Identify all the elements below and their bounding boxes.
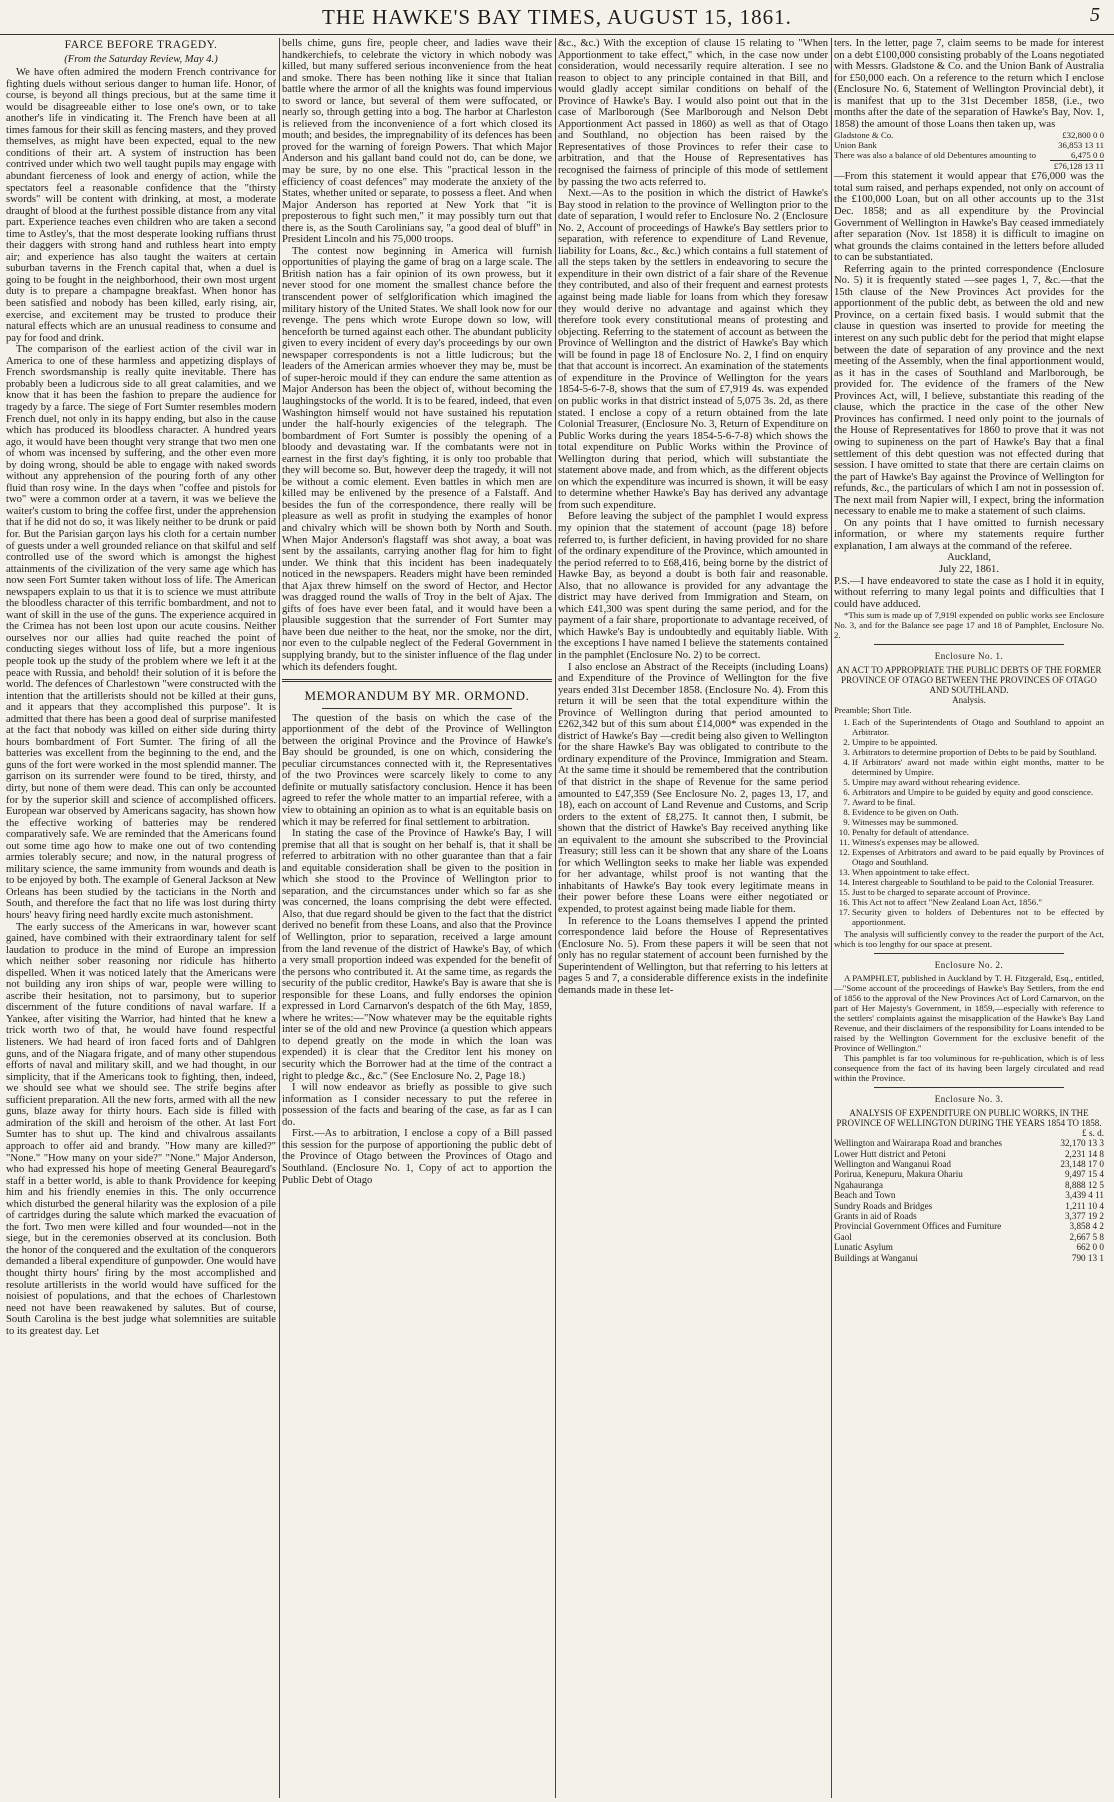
table-row	[834, 1138, 1104, 1148]
column-2	[282, 38, 552, 1798]
list-item: 12. Expenses of Arbitrators and award to be paid equally by Provinces of Otago and Southland.	[852, 847, 1104, 867]
enclosure-label: Enclosure No. 1.	[934, 651, 1004, 662]
dateline-place: Auckland,	[947, 552, 991, 564]
column-rule	[831, 38, 832, 1798]
article-source: (From the Saturday Review, May 4.)	[64, 53, 218, 65]
column-rule	[279, 38, 280, 1798]
table-cell: Grants in aid of Roads	[834, 1211, 917, 1222]
table-row	[834, 1201, 1104, 1211]
table-cell: Wellington and Wanganui Road	[834, 1159, 951, 1170]
column-4	[834, 38, 1104, 1798]
table-cell: 3,858 4 2	[1069, 1221, 1104, 1232]
table-cell: 3,377 19 2	[1064, 1211, 1104, 1222]
footnote: *This sum is made up of 7,919l expended on public works see Enclosure No. 3, and for the Balance see page 17 and 18 of Pamphlet, Enclosure No. 2.	[834, 610, 1104, 641]
paragraph: Next.—As to the position in which the district of Hawke's Bay stood in relation to the province of Wellington prior to the date of separation, I would refer to Enclosure No. 2 (Enclosure No. 2, Account of proceedings of Hawke's Bay settlers prior to separation, with reference to expenditure of Land Revenue, liability for Loans, &c., &c.) which contains a full statement of all the steps taken by the settlers in endeavoring to secure the expenditure in their own district of a fair share of the Revenue they contributed, and also of their frequent and earnest protests against being made liable for loans from which they foresaw they would derive no advantage and against which they therefore took every constitutional means of protesting and objecting. Referring to the statement of account as between the Province of Wellington and the district of Hawke's Bay which will be found in page 18 of Enclosure No. 2, I find on enquiry that that account is incorrect. An examination of the statements of expenditure in the Province of Wellington for the years 1854-5-6-7-8, shows that the sum of £7,919 4s. was expended on public works in that district instead of 5,075 3s. 2d, as there stated. I enclose a copy of a return obtained from the late Colonial Treasurer, (Enclosure No. 3, Return of Expenditure on Public Works during the years 1854-5-6-7-8) which shows the total expenditure on Public Works within the Province of Wellington during that period, which will substantiate the statement above made, and from which, as the different objects on which the expenditure was incurred is shown, it will be easy to determine whether Hawke's Bay has derived any advantage from such expenditure.	[558, 188, 828, 511]
table-cell: 9,497 15 4	[1064, 1169, 1104, 1180]
table-row	[834, 130, 1104, 140]
table-row	[834, 1253, 1104, 1263]
section-rule	[874, 1087, 1064, 1088]
list-item: 2. Umpire to be appointed.	[852, 737, 1104, 747]
table-cell: 32,170 13 3	[1060, 1138, 1104, 1149]
section-rule	[874, 953, 1064, 954]
table-cell: 2,667 5 8	[1069, 1231, 1104, 1242]
enclosure-title: ANALYSIS OF EXPENDITURE ON PUBLIC WORKS, IN THE PROVINCE OF WELLINGTON DURING THE YEARS 1854 TO 1858.	[836, 1107, 1102, 1128]
table-cell: 36,853 13 11	[1058, 140, 1104, 151]
paragraph: The contest now beginning in America will furnish opportunities of playing the game of brag on a large scale. The British nation has a fair opinion of its own prowess, but it never stood for one moment the smallest chance before the transcendent power of selfglorification which imagined the military history of the United States. We shall look now for our revenge. The pens which wrote Europe down so low, will henceforth be turned against each other. The abundant publicity given to every incident of every day's proceedings by our own newspaper correspondents is not a little ludicrous; but the leaders of the American armies whoever they may be, must be of super-heroic mould if they can endure the same attention as Major Anderson has been the object of, without becoming the laughingstocks of the world. It is to be feared, indeed, that even Washington himself would not have sustained his reputation under the half-hourly exigencies of the telegraph. The bombardment of Fort Sumter is possibly the opening of a bloody and devastating war. If the combatants were not in earnest in the first day's fighting, it is only too probable that they will become so. But, however deep the tragedy, it will not be without a comic element. Even battles in which men are killed may be enlivened by the presence of a Falstaff. And besides the fun of the correspondence, there really will be pleasure as well as profit in studying the examples of honor and chivalry which will be shown both by North and South. When Major Anderson's flagstaff was shot away, a boat was sent by the assailants, carrying another flag for him to fight under. We think that this incident has been inadequately noticed in the newspapers. Readers might have been reminded that Ajax threw himself on the sword of Hector, and Hector was dragged round the walls of Troy in the belt of Ajax. The gifts of foes have ever been fatal, and it would have been a plausible suggestion that the surrender of Fort Sumter may have been due neither to the heat, nor the smoke, nor the dirt, nor even to the culpable neglect of the Federal Government in supplying brandy, but to the sinister influence of the flag under which its defenders fought.	[282, 245, 552, 673]
table-row	[834, 1180, 1104, 1190]
table-row	[834, 140, 1104, 150]
table-cell: Beach and Town	[834, 1190, 896, 1201]
column-1	[6, 38, 276, 1798]
list-item: 9. Witnesses may be summoned.	[852, 817, 1104, 827]
paragraph: Referring again to the printed correspondence (Enclosure No. 5) it is frequently stated —see pages 1, 7, &c.—that the 15th clause of the New Provinces Act provides for the apportionment of the public debt, as between the old and new Province, on a certain fixed basis. I would submit that the clause in question was inserted to provide for meeting the interest on any such public debt for the period that might elapse between the date of separation of any province and the next meeting of the Assembly, when the final apportionment would, as it has in the cases of Southland and Marlborough, be provided for. The evidence of the framers of the New Provinces Act, will, I believe, substantiate this reading of the clause, which the practice in the case of the other New Provinces has confirmed. I need only point to the journals of the House of Representatives for 1860 to prove that it was not owing to supineness on the part of Hawke's Bay that a final settlement of this debt question was not effected during that session. I have omitted to state that there are certain claims on the part of Hawke's Bay against the Province of Wellington for refunds, &c., the particulars of which I am not in possession of. The next mail from Napier will, I expect, bring the information necessary to enable me to make a statement of such claims.	[834, 263, 1104, 518]
table-cell: Sundry Roads and Bridges	[834, 1200, 933, 1211]
table-row	[834, 1211, 1104, 1221]
enclosure-note: This pamphlet is far too voluminous for re-publication, which is of less consequence from the fact of its having been largely circulated and read within the Province.	[834, 1053, 1104, 1084]
newspaper-title: THE HAWKE'S BAY TIMES, AUGUST 15, 1861.	[322, 4, 792, 29]
table-cell: There was also a balance of old Debentures amounting to	[834, 150, 1037, 161]
article-heading: FARCE BEFORE TRAGEDY.	[64, 39, 218, 51]
table-cell: 8,888 12 5	[1064, 1179, 1104, 1190]
list-item: 17. Security given to holders of Debentures not to be effected by apportionment.	[852, 907, 1104, 927]
paragraph: —From this statement it would appear that £76,000 was the total sum raised, and perhaps expended, not only on account of the £100,000 Loan, but on all other accounts up to the 31st Dec. 1858; and as all expenditure by the Provincial Government of Wellington in Hawke's Bay ceased immediately after separation (Nov. 1st 1858) it is difficult to imagine on what grounds the claims contained in the letters before alluded to can be substantiated.	[834, 171, 1104, 264]
article-divider	[282, 679, 552, 682]
list-item: 1. Each of the Superintendents of Otago and Southland to appoint an Arbitrator.	[852, 717, 1104, 737]
paragraph: ters. In the letter, page 7, claim seems to be made for interest on a debt £100,000 consisting probably of the Loans negotiated with Messrs. Gladstone & Co. and the Union Bank of Australia for £50,000 each. On a reference to the return which I enclose (Enclosure No. 6, Statement of Wellington Provincial debt), it is manifest that up to the 31st December 1858, (i.e., two months after the date of the separation of Hawke's Bay, Nov. 1, 1858) the amount of those Loans then taken up, was	[834, 38, 1104, 130]
table-cell: Provincial Government Offices and Furniture	[834, 1221, 1002, 1232]
table-cell: 1,211 10 4	[1065, 1200, 1104, 1211]
enclosure-items	[834, 717, 1104, 927]
list-item: 6. Arbitrators and Umpire to be guided by equity and good conscience.	[852, 787, 1104, 797]
table-row	[834, 1159, 1104, 1169]
enclosure-text: A PAMPHLET, published in Auckland by T. H. Fitzgerald, Esq., entitled,—"Some account of the proceedings of Hawke's Bay Settlers, from the end of 1856 to the approval of the New Provinces Act of Lord Carnarvon, on the part of Her Majesty's Government, in 1859,—especially with reference to the settlers' complaints against the misapplication of the Hawke's Bay Land Revenue, and their disclaimers of the responsibility for Loans intended to be raised by the Wellington Government for the exclusive benefit of the Province of Wellington."	[834, 973, 1104, 1054]
paragraph: The comparison of the earliest action of the civil war in America to one of these harmless and appetizing displays of French swordsmanship is really quite inevitable. There has probably been a ludicrous side to all great calamities, and we know that it has been the fashion to prepare the audience for tragedy by a farce. The siege of Fort Sumter resembles modern French duel, not only in its happy ending, but also in the cause which has produced its bloodless character. A hundred years ago, it would have been thought very strange that two men one of whom was incensed by suffering, and the other even more by doing wrong, should be able to engage with naked swords without any apprehension of the pouring forth of any other fluid than rosy wine. In the days when "coffee and pistols for two" were a common order at a tavern, it was we believe the waiter's custom to bring the coffee first, under the apprehension that if he did not do so, it was likely neither to be drunk or paid for. But the Parisian garçon lays his cloth for a certain number of guests under a well grounded reliance on that skilful and self controlled use of the sword which is amongst the highest attainments of the civilization of the very same age which has now seen Fort Sumter taken without loss of life. The American newspapers explain to us that it is to science we must attribute the bloodless character of this terrific bombardment, and not to want of skill in the use of the guns. The experience acquired in the Crimea has not been lost upon our acute cousins. Neither ourselves nor our allies had quite reached the point of conducting sieges without loss of life, but a more ingenious people took up the study of the problem where we left it at the peace with Russia, and behold! their solution of it is before the world. The defences of Charlestown "were constructed with the intention that the artillerists should not be killed at their guns, and it appears that they accomplished this purpose". It is admitted that there has been a good deal of surprise manifested at the fact that nobody was killed on either side during thirty hours bombardment of Fort Sumter. The firing of all the batteries was excellent from the beginning to the end, and the guns of the fort were worked in the most splendid manner. The garrison on its surrender were found to be tired, thirsty, and dirty, but none of them were dead. This can only be accounted for by the superior skill and science of accomplished officers. European war observed by Americans sagacity, has shown how the effective working of batteries may be rendered comparatively safe. We are reminded that the Americans found out some time ago how to make one out of two contending armies tolerably secure; and now, in the natural progress of military science, the same immunity from wounds and death is to be enjoyed by both. The example of General Jackson at New Orleans has been studied by the tacticians in the North and South, and therefore the fact that no life was lost during thirty hours' heavy firing need hardly excite much astonishment.	[6, 344, 276, 922]
table-row	[834, 1221, 1104, 1231]
list-item: 3. Arbitrators to determine proportion of Debts to be paid by Southland.	[852, 747, 1104, 757]
paragraph: I will now endeavor as briefly as possible to give such information as I consider necessary to put the referee in possession of the facts and bearing of the case, as far as I can do.	[282, 1082, 552, 1128]
table-cell: Gaol	[834, 1231, 852, 1242]
paragraph: I also enclose an Abstract of the Receipts (including Loans) and Expenditure of the Province of Wellington for the five years ended 31st December 1858. (Enclosure No. 4). From this return it will be seen that the total expenditure within the Province of Wellington during that period amounted to £262,342 but of this sum about £14,000* was expended in the district of Hawke's Bay —credit being also given to Wellington for the share Hawke's Bay was obligated to contribute to the ordinary expenditure of the Province, Immigration and Steam. At the same time it should be remembered that the contribution of that district in the shape of Revenue for the same period amounted to £47,359 (See Enclosure No. 2, pages 13, 17, and 18), each on account of Land Revenue and Customs, and Scrip orders to the extent of £8,275. It cannot then, I submit, be shown that the district of Hawke's Bay received anything like an equivalent to the amount she subscribed to the Provincial Treasury; still less can it be shown that any share of the Loans for which Wellington seeks to make her liable was expended for her advantage, whilst proof is not wanting that the inhabitants of Hawke's Bay took every legitimate means in their power before these Loans were either negotiated or expended, to protest against being made liable for them.	[558, 661, 828, 916]
table-row	[834, 1169, 1104, 1179]
enclosure-title: AN ACT TO APPROPRIATE THE PUBLIC DEBTS OF THE FORMER PROVINCE OF OTAGO BETWEEN THE PROVINCES OF OTAGO AND SOUTHLAND.	[836, 664, 1102, 695]
page-number: 5	[1090, 4, 1100, 26]
table-cell: £32,800 0 0	[1062, 130, 1104, 141]
masthead	[0, 0, 1114, 35]
list-item: 14. Interest chargeable to Southland to be paid to the Colonial Treasurer.	[852, 877, 1104, 887]
enclosure-note: The analysis will sufficiently convey to the reader the purport of the Act, which is too lengthy for our space at present.	[834, 928, 1104, 949]
table-cell: 790 13 1	[1071, 1252, 1104, 1263]
table-row	[834, 1190, 1104, 1200]
paragraph: First.—As to arbitration, I enclose a copy of a Bill passed this session for the purpose of apportioning the public debt of the Province of Otago between the Provinces of Otago and Southland. (Enclosure No. 1, Copy of act to apportion the Public Debt of Otago	[282, 1128, 552, 1186]
table-cell: Ngahauranga	[834, 1179, 883, 1190]
list-item: 13. When appointment to take effect.	[852, 867, 1104, 877]
table-cell: Gladstone & Co.	[834, 130, 894, 141]
list-item: 5. Umpire may award without rehearing evidence.	[852, 777, 1104, 787]
list-item: 8. Evidence to be given on Oath.	[852, 807, 1104, 817]
paragraph: On any points that I have omitted to furnish necessary information, or where my statements require further explanation, I am always at the command of the referee.	[834, 517, 1104, 552]
table-header: £ s. d.	[1082, 1127, 1104, 1138]
paragraph: bells chime, guns fire, people cheer, and ladies wave their handkerchiefs, to celebrate the victory in which nobody was killed, but many suffered serious inconvenience from the heat and smoke. There has been nothing like it since that Italian battle where the armor of all the knights was found impervious to sword or lance, but several of them were suffocated, or nearly so, through getting into a bog. The harbor at Charleston is relieved from the inconvenience of a fort which closed its mouth; and besides, the impregnability of its defences has been proved for the warning of foreign Powers. That which Major Anderson and his gallant band could not do, can be done, we may be sure, by no one else. This "practical lesson in the efficiency of coast defences" may moderate the anxiety of the States, whether united or separate, to possess a fleet. And when Major Anderson has reported at New York that "it is preposterous to fight such men," it may possibly turn out that there is, as the South Carolinians say, "a good deal of bluff" in President Lincoln and his 75,000 troops.	[282, 38, 552, 246]
list-item: 11. Witness's expenses may be allowed.	[852, 837, 1104, 847]
table-cell: 662 0 0	[1076, 1242, 1104, 1253]
table-cell: 2,231 14 8	[1064, 1148, 1104, 1159]
table-cell: Lower Hutt district and Petoni	[834, 1148, 946, 1159]
heading-rule	[322, 708, 512, 709]
list-item: 7. Award to be final.	[852, 797, 1104, 807]
table-row	[834, 1242, 1104, 1252]
expenditure-table	[834, 1128, 1104, 1263]
enclosure-analysis-label: Analysis.	[952, 694, 986, 705]
loans-table	[834, 130, 1104, 171]
table-row	[834, 1149, 1104, 1159]
table-cell: Union Bank	[834, 140, 877, 151]
list-item: 4. If Arbitrators' award not made within eight months, matter to be determined by Umpire.	[852, 757, 1104, 777]
paragraph: Before leaving the subject of the pamphlet I would express my opinion that the statement of account (page 18) before referred to, is further deficient, in having provided for no share of the ordinary expenditure of the Province, which amounted in the period referred to to £68,416, being borne by the district of Hawke Bay, as beyond a doubt is both fair and reasonable. Also, that no allowance is provided for any advantage the district may have derived from Immigration and Steam, on which £41,300 was spent during the same period, and for the payment of a fair share, proportionate to advantage received, of which Hawke's Bay is undoubtedly and equitably liable. With the exceptions I have named I believe the statements contained in the pamphlet (Enclosure No. 2) to be correct.	[558, 511, 828, 661]
columns	[6, 38, 1106, 1798]
list-item: 15. Just to be charged to separate account of Province.	[852, 887, 1104, 897]
table-header-row	[834, 1128, 1104, 1138]
table-cell: 3,439 4 11	[1065, 1190, 1104, 1201]
paragraph: In stating the case of the Province of Hawke's Bay, I will premise that all that is sought on her behalf is, that it shall be referred to arbitration with no other guarantee than that a fair and equitable consideration shall be given to the position in which she stood to the Province of Wellington prior to separation, and the circumstances under which so far as she was concerned, the loans comprising the debt were effected. Also, that due regard should be given to the fact that the district derived no benefit from these Loans, and also that the Province of Wellington, prior to separation, received a large amount from the land revenue of the district of Hawke's Bay, of which a very small proportion indeed was expended for the benefit of the persons who contributed it. At the same time, as regards the security of the public creditor, Hawke's Bay is aware that she is responsible for these Loans, and fully endorses the opinion expressed in Lord Carnarvon's despatch of the 6th May, 1859, where he writes:—"Now whatever may be the equitable rights inter se of the old and new Province (a question which appears to depend greatly on the mode in which the loan was expended) it is clear that the Creditor lent his money on security which the Borrower had at the time of the contract a right to pledge &c., &c." (See Enclosure No. 2, Page 18.)	[282, 828, 552, 1082]
paragraph: The early success of the Americans in war, however scant gained, have combined with their extraordinary talent for self laudation to produce in the mind of Europe an impression which neither sober reasoning nor ridicule has hitherto dispelled. When it was noticed lately that the Americans were not building any iron ships of war, people were willing to ascribe their hesitation, not to parsimony, but to superior discernment of the future conditions of naval warfare. If a Yankee, after visiting the Warrior, had hinted that he knew a trick worth two of that, he would have found respectful listeners. We had heard of iron faced forts and of Dahlgren guns, and of the Niagara frigate, and of many other stupendous efforts of naval and military skill, and we had thought, in our simplicity, that if the Americans took to fighting, then, indeed, we should see what we should see. The strife begins after sufficient preparation. All the new forts, armed with all the new guns, blaze away for thirty hours. Each side is filled with admiration of the skill and heroism of the other. At last Fort Sumter has to shut up. The kind and chivalrous assailants approach to offer aid and brandy. "How many are killed?" "None." "How many on your side?" "None." Major Anderson, who had expressed his hope of meeting General Beauregard's staff in a better world, is able to thank Providence for keeping him and his friendly enemies in this. The only occurrence which disturbed the general hilarity was the explosion of a pile of cartridges during the salute which marked the evacuation of the fort. Two men were killed and four wounded—not in the siege, but in the ceremonies observed at its conclusion. Both the honor of the conquered and the exultation of the conquerors demanded a liberal expenditure of gunpowder. One would have thought thirty hours' firing by the most accomplished and resolute artillerists in the world would have sufficed for the noisiest of populations, and that the echoes of Charlestown need not have been reawakened by salutes. But of course, South Carolina is the best judge what solemnities are suitable to its greatest day. Let	[6, 921, 276, 1337]
paragraph: In reference to the Loans themselves I append the printed correspondence laid before the House of Representatives (Enclosure No. 5). From these papers it will be seen that not only has no regular statement of account been furnished by the Superintendent of Wellington, but that referring to his letters at pages 5 and 7, a considerable difference exists in the indefinite demands made in these let-	[558, 915, 828, 996]
column-3	[558, 38, 828, 1798]
enclosure-preamble: Preamble; Short Title.	[834, 704, 912, 715]
section-rule	[874, 644, 1064, 645]
dateline-date: July 22, 1861.	[938, 563, 1000, 575]
postscript: P.S.—I have endeavored to state the case as I hold it in equity, without referring to many legal points and difficulties that I could have adduced.	[834, 575, 1104, 610]
table-row	[834, 150, 1104, 161]
list-item: 10. Penalty for default of attendance.	[852, 827, 1104, 837]
paragraph: The question of the basis on which the case of the apportionment of the debt of the Province of Wellington between the original Province and the Province of Hawke's Bay should be grounded, is one on which, considering the peculiar circumstances connected with it, the Representatives of the two Provinces were scarcely likely to come to any definite or mutually satisfactory conclusion. Hence it has been agreed to refer the whole matter to an impartial referee, with a view to obtaining an opinion as to what is an equitable basis on which it may be referred for final settlement to arbitration.	[282, 712, 552, 828]
table-row	[834, 161, 1104, 172]
table-cell: Wellington and Wairarapa Road and branches	[834, 1138, 1003, 1149]
table-cell: 6,475 0 0	[1071, 150, 1104, 161]
loans-total: £76,128 13 11	[1050, 161, 1104, 172]
table-cell: Porirua, Kenepuru, Makura Ohariu	[834, 1169, 963, 1180]
enclosure-label: Enclosure No. 3.	[934, 1094, 1004, 1105]
table-cell: Buildings at Wanganui	[834, 1252, 918, 1263]
table-cell: Lunatic Asylum	[834, 1242, 893, 1253]
article-heading: MEMORANDUM BY MR. ORMOND.	[304, 688, 530, 704]
paragraph: &c., &c.) With the exception of clause 15 relating to "When Apportionment to take effect," which, in the case now under consideration, would necessarily require alteration. I see no reason to object to any principle contained in that Bill, and would gladly accept similar conditions on behalf of the Province of Hawke's Bay. I would also point out that in the case of Marlborough (See Marlborough and Nelson Debt Apportionment Act passed in 1860) as well as that of Otago and Southland, no objection has been raised by the Representatives of those Provinces to refer their case to arbitration, and that the House of Representatives has recognised the fairness of principle of this mode of settlement by passing the two acts referred to.	[558, 38, 828, 188]
list-item: 16. This Act not to affect "New Zealand Loan Act, 1856."	[852, 897, 1104, 907]
table-row	[834, 1232, 1104, 1242]
table-cell: 23,148 17 0	[1060, 1159, 1104, 1170]
enclosure-label: Enclosure No. 2.	[934, 959, 1004, 970]
column-rule	[555, 38, 556, 1798]
paragraph: We have often admired the modern French contrivance for fighting duels without serious danger to human life. Honor, of course, is beyond all things precious, but at the same time it would be disagreeable either to lose one's own, or to take another's life in vindicating it. The French have been at all times famous for their skill as fencing masters, and they proved themselves, as might have been expected, equal to the new conditions of their art. A system of instruction has been contrived under which two well taught pupils may engage with abundant fierceness of look and energy of action, while the spectators feel a reasonable confidence that the "thirsty swords" will be content with drinking, at most, a moderate draught of blood at the furthest possible distance from any vital part. Experience teaches even children who are taken a second time to Astley's, that the most desperate looking ruffians thrust their daggers with strong hand and ruthless heart into empty air; and experience has also taught the waiters at certain suburban taverns in the French capital that, when a duel is going to be fought in the neighborhood, their own most urgent duty is to prepare a champagne breakfast. When honor has been satisfied and nobody has been killed, early rising, air, exercise, and excitement may be trusted to produce their natural effects which are an unusual readiness to consume and pay for food and drink.	[6, 67, 276, 344]
